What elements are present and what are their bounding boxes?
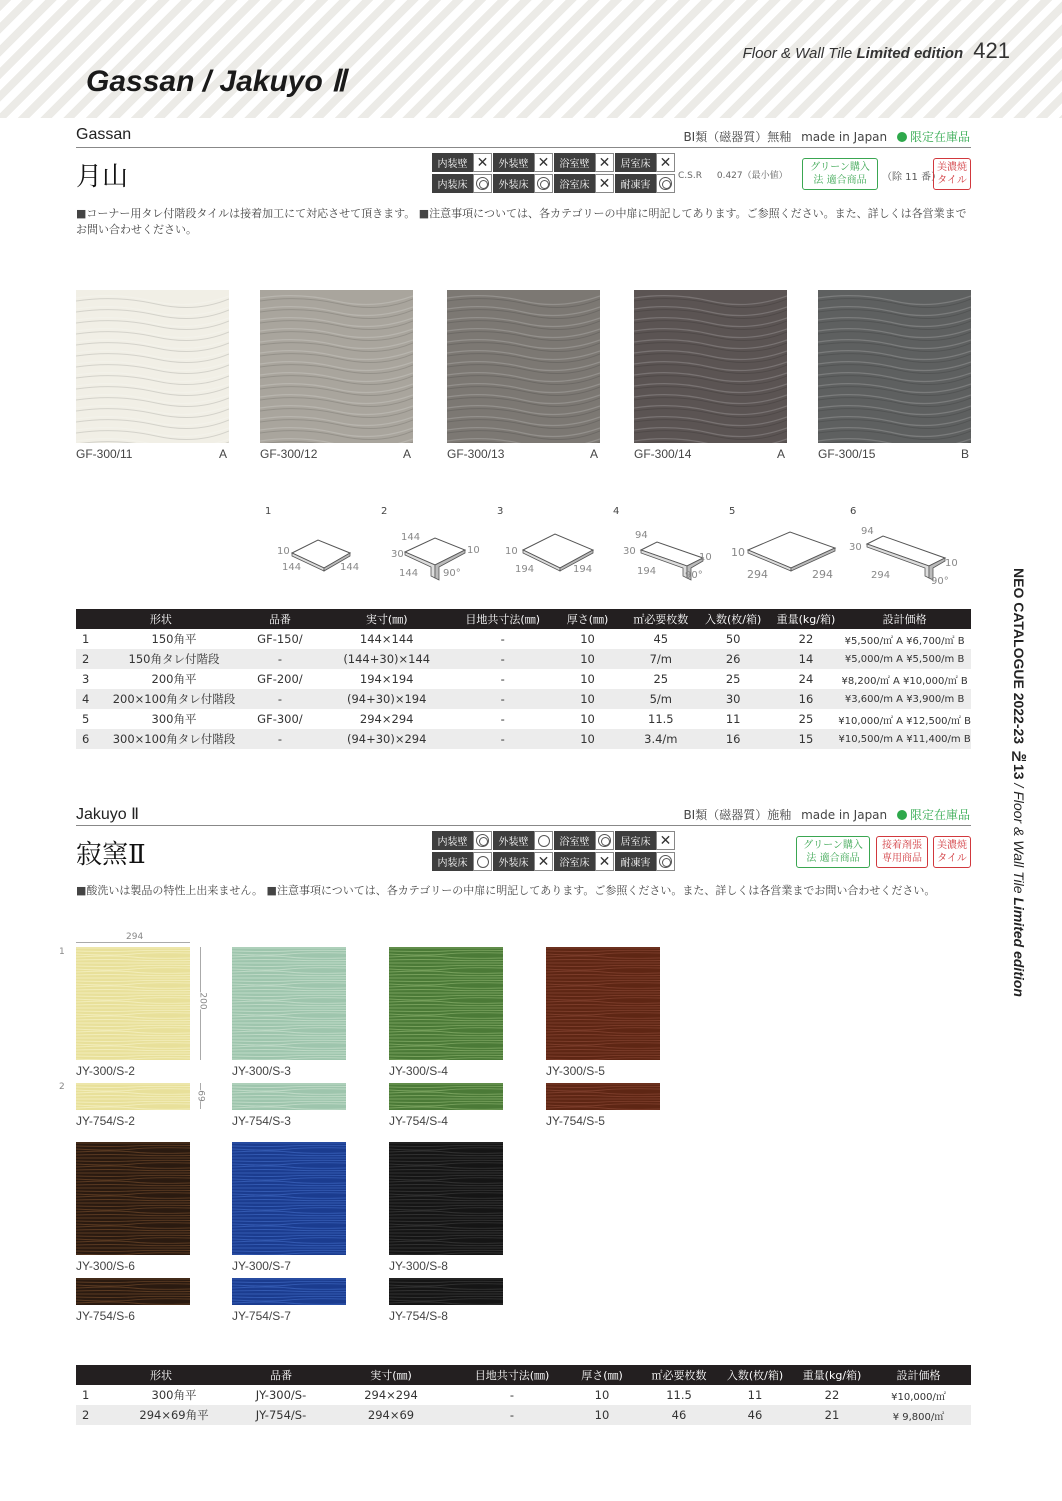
tile-code-small: JY-754/S-2 — [76, 1114, 135, 1128]
cell-code: - — [246, 649, 314, 669]
row-number: 1 — [82, 632, 90, 646]
tile-swatch-large — [389, 1142, 503, 1255]
cell-qty: 25 — [725, 672, 741, 686]
cross-mark-icon: ✕ — [656, 831, 675, 850]
tile-swatch — [634, 290, 787, 443]
tile-swatch — [76, 290, 229, 443]
cell-price: ¥ 9,800/㎡ — [866, 1405, 971, 1425]
tile-swatch-small — [389, 1083, 503, 1110]
shape-name: 150角平 — [151, 632, 197, 646]
tile-swatch-small — [76, 1278, 190, 1305]
usage-cell — [432, 174, 492, 193]
row-number: 2 — [82, 652, 90, 666]
jakuyo-status: 限定在庫品 — [909, 808, 970, 822]
cell-joint: - — [459, 689, 546, 709]
tile-code-small: JY-754/S-3 — [232, 1114, 291, 1128]
table-header-cell: 品番 — [246, 1365, 316, 1385]
usage-label: 耐凍害 — [615, 852, 656, 871]
cell-weight: 22 — [798, 632, 814, 646]
gassan-title-rule — [76, 147, 971, 148]
cell-code: GF-150/ — [257, 632, 303, 646]
cell-shape — [76, 709, 246, 729]
tile-swatch-small — [232, 1278, 346, 1305]
usage-label: 外装壁 — [493, 153, 534, 172]
double-circle-mark — [473, 174, 492, 193]
cell-thick: 10 — [558, 1405, 646, 1425]
tile-code-large: JY-300/S-8 — [389, 1259, 448, 1273]
cell-weight: 15 — [774, 729, 839, 749]
usage-cell — [615, 153, 675, 172]
double-circle-mark — [473, 831, 492, 850]
shape-name: 200角平 — [151, 672, 197, 686]
double-circle-mark — [534, 174, 553, 193]
table-header-cell: 目地共寸法(㎜) — [466, 1365, 558, 1385]
gassan-section-title: Gassan — [76, 126, 132, 143]
cell-size: 144×144 — [359, 632, 414, 646]
double-circle-mark-icon — [598, 834, 611, 847]
cell-shape — [76, 649, 246, 669]
csr-value: 0.427（最小値） — [716, 171, 788, 181]
shape-num-4: 4 — [613, 506, 620, 517]
table-row — [76, 629, 971, 649]
table-header-cell: 形状 — [76, 609, 246, 629]
shape-num-3: 3 — [497, 506, 504, 517]
shape2-dim-a: 144 — [401, 532, 421, 543]
cross-mark-icon: ✕ — [534, 852, 553, 871]
tile-swatch — [260, 290, 413, 443]
cross-mark-icon: ✕ — [595, 174, 614, 193]
cell-need: 5/m — [629, 689, 693, 709]
shape4-dim-angle: 90° — [685, 570, 703, 581]
double-circle-mark-icon — [537, 177, 550, 190]
table-row — [76, 729, 971, 749]
shape2-dim-b: 30 — [391, 549, 404, 560]
gassan-material: BⅠ類（磁器質）無釉 — [683, 130, 792, 144]
jy-small-height-label: 69 — [195, 1090, 206, 1102]
circle-mark — [534, 831, 553, 850]
usage-cell — [493, 174, 553, 193]
shape-name: 300×100角タレ付階段 — [112, 732, 236, 746]
tile-swatch-large — [76, 947, 190, 1060]
row-number: 1 — [82, 1388, 90, 1402]
double-circle-mark-icon — [476, 834, 489, 847]
usage-label: 内装壁 — [432, 153, 473, 172]
cell-thick: 10 — [546, 649, 629, 669]
cell-weight: 14 — [774, 649, 839, 669]
cell-code: - — [246, 689, 314, 709]
usage-cell — [493, 153, 553, 172]
cell-qty: 46 — [712, 1405, 798, 1425]
usage-cell — [615, 174, 675, 193]
usage-label: 居室床 — [615, 153, 656, 172]
jakuyo-mino-badge: 美濃焼 タイル — [933, 836, 971, 868]
cell-shape — [76, 1405, 246, 1425]
usage-label: 浴室壁 — [554, 153, 595, 172]
table-header-cell: 重量(kg/箱) — [774, 609, 839, 629]
cell-weight: 25 — [798, 712, 814, 726]
usage-label: 内装床 — [432, 174, 473, 193]
circle-mark — [473, 852, 492, 871]
cell-code: JY-300/S- — [255, 1388, 307, 1402]
shape5-dim-thick: 10 — [731, 546, 745, 559]
gassan-notes: ■コーナー用タレ付階段タイルは接着加工にて対応させて頂きます。 ■注意事項については、各カテゴリーの中扉に明記してあります。ご参照ください。また、詳しくは各営業までお問い合わせください。 — [76, 207, 967, 236]
cell-thick: 10 — [546, 689, 629, 709]
tile-swatch — [818, 290, 971, 443]
status-dot-icon — [897, 810, 907, 820]
shape-num-6: 6 — [850, 506, 857, 517]
cell-thick: 10 — [580, 712, 595, 726]
table-header-cell: ㎡必要枚数 — [646, 1365, 712, 1385]
cell-code: GF-300/ — [257, 712, 303, 726]
gassan-spec-table — [76, 609, 971, 749]
cell-need: 11.5 — [648, 712, 674, 726]
usage-label: 浴室床 — [554, 174, 595, 193]
jakuyo-adhesive-badge: 接着剤張 専用商品 — [876, 836, 928, 868]
tile-code: GF-300/13 — [447, 447, 505, 461]
cell-qty: 16 — [693, 729, 774, 749]
cell-weight: 16 — [774, 689, 839, 709]
shape-flat-150 — [265, 506, 359, 573]
cell-need: 7/m — [629, 649, 693, 669]
table-header-cell: 設計価格 — [838, 609, 971, 629]
double-circle-mark — [656, 852, 675, 871]
cell-weight: 24 — [798, 672, 814, 686]
table-header-cell: 入数(枚/箱) — [693, 609, 774, 629]
table-header-cell: 実寸(㎜) — [314, 609, 459, 629]
usage-cell — [554, 831, 614, 850]
cell-size: 194×194 — [359, 672, 414, 686]
shape-name: 200×100角タレ付階段 — [112, 692, 236, 706]
shape-name: 294×69角平 — [139, 1408, 209, 1422]
cell-shape — [76, 1385, 246, 1405]
circle-mark-icon — [477, 856, 489, 868]
row-number: 6 — [82, 732, 90, 746]
jakuyo-title-rule — [76, 825, 971, 826]
brand-line — [743, 38, 1010, 64]
tile-code-large: JY-300/S-4 — [389, 1064, 448, 1078]
tile-swatch-large — [76, 1142, 190, 1255]
side-catalogue-label — [1005, 568, 1027, 1048]
jakuyo-origin: made in Japan — [801, 808, 888, 822]
gassan-green-badge-note: （除 11 番） — [882, 172, 942, 183]
tile-swatch-large — [232, 947, 346, 1060]
usage-label: 居室床 — [615, 831, 656, 850]
gassan-jp-title: 月山 — [76, 162, 129, 192]
jakuyo-section-title: Jakuyo Ⅱ — [76, 806, 140, 823]
cell-size: 294×294 — [364, 1388, 418, 1402]
gassan-shape-diagrams — [255, 500, 975, 590]
cell-weight: 22 — [824, 1388, 840, 1402]
cell-shape — [76, 689, 246, 709]
row-number: 2 — [82, 1408, 90, 1422]
gassan-mino-badge: 美濃焼 タイル — [933, 158, 971, 190]
cell-thick: 10 — [594, 1388, 610, 1402]
row-number: 3 — [82, 672, 90, 686]
cross-mark-icon: ✕ — [595, 153, 614, 172]
gassan-meta — [683, 128, 970, 145]
gassan-csr — [678, 168, 788, 181]
usage-label: 内装壁 — [432, 831, 473, 850]
tile-code-small: JY-754/S-8 — [389, 1309, 448, 1323]
jy-row1-num: 1 — [59, 947, 65, 957]
cell-price: ¥10,000/㎡ A ¥12,500/㎡ B — [838, 715, 971, 727]
usage-cell — [493, 852, 553, 871]
cell-code: JY-754/S- — [246, 1405, 316, 1425]
shape1-dim-w: 144 — [282, 562, 302, 573]
cell-need: 11.5 — [666, 1388, 692, 1402]
usage-label: 外装壁 — [493, 831, 534, 850]
cell-shape — [76, 629, 246, 649]
cell-joint: - — [500, 672, 505, 686]
cell-size: 294×69 — [316, 1405, 466, 1425]
shape4-dim-b: 30 — [623, 546, 636, 557]
table-row — [76, 1385, 971, 1405]
shape6-dim-a: 94 — [861, 526, 874, 537]
circle-mark-icon — [538, 835, 550, 847]
table-row — [76, 709, 971, 729]
shape-num-2: 2 — [381, 506, 388, 517]
shape-step-200 — [613, 506, 712, 581]
shape-step-150 — [381, 506, 480, 580]
shape-name: 300角平 — [151, 1388, 197, 1402]
tile-code-large: JY-300/S-5 — [546, 1064, 605, 1078]
cell-price: ¥3,600/m A ¥3,900/m B — [838, 689, 971, 709]
cross-mark-icon: ✕ — [595, 852, 614, 871]
tile-grade: A — [219, 447, 228, 461]
table-row — [76, 689, 971, 709]
cell-code: - — [246, 729, 314, 749]
cross-mark-icon: ✕ — [534, 153, 553, 172]
jakuyo-green-badge: グリーン購入法 適合商品 — [796, 836, 870, 868]
shape-step-300 — [849, 506, 958, 587]
shape1-dim-d: 144 — [340, 562, 360, 573]
usage-cell — [432, 852, 492, 871]
usage-label: 耐凍害 — [615, 174, 656, 193]
cell-price: ¥8,200/㎡ A ¥10,000/㎡ B — [841, 675, 968, 687]
table-row — [76, 669, 971, 689]
cell-need: 45 — [653, 632, 669, 646]
shape4-dim-a: 94 — [635, 530, 648, 541]
cell-price: ¥10,000/㎡ — [891, 1391, 946, 1403]
tile-swatch-large — [546, 947, 660, 1060]
header-divider — [0, 118, 1062, 128]
shape6-dim-b: 30 — [849, 542, 862, 553]
double-circle-mark-icon — [659, 855, 672, 868]
jakuyo-usage-grid — [432, 831, 675, 871]
table-header-cell: 設計価格 — [866, 1365, 971, 1385]
usage-cell — [615, 852, 675, 871]
page-title: Gassan / Jakuyo Ⅱ — [86, 65, 346, 98]
jakuyo-spec-table — [76, 1365, 971, 1425]
shape3-dim-w: 194 — [515, 564, 535, 575]
table-row — [76, 1405, 971, 1425]
usage-cell — [432, 153, 492, 172]
usage-label: 外装床 — [493, 852, 534, 871]
shape4-dim-d: 194 — [637, 566, 657, 577]
shape-name: 300角平 — [151, 712, 197, 726]
jy-width-guide — [76, 942, 190, 943]
shape3-dim-thick: 10 — [505, 546, 518, 557]
tile-swatch-small — [389, 1278, 503, 1305]
tile-code-large: JY-300/S-3 — [232, 1064, 291, 1078]
cell-joint: - — [459, 649, 546, 669]
tile-code-large: JY-300/S-2 — [76, 1064, 135, 1078]
cell-need: 25 — [653, 672, 669, 686]
cell-size: (144+30)×144 — [314, 649, 459, 669]
usage-label: 内装床 — [432, 852, 473, 871]
tile-code-small: JY-754/S-5 — [546, 1114, 605, 1128]
row-number: 4 — [82, 692, 90, 706]
jy-width-label: 294 — [126, 932, 144, 942]
shape4-dim-c: 10 — [699, 552, 712, 563]
usage-cell — [493, 831, 553, 850]
side-edition: Limited edition — [1011, 893, 1027, 997]
cell-shape — [76, 729, 246, 749]
cell-thick: 10 — [580, 672, 595, 686]
gassan-green-badge: グリーン購入法 適合商品 — [802, 158, 878, 190]
shape-flat-300 — [729, 506, 835, 581]
shape2-dim-c: 10 — [467, 545, 480, 556]
tile-swatch-large — [232, 1142, 346, 1255]
gassan-usage-grid — [432, 153, 675, 193]
table-row — [76, 649, 971, 669]
table-header-cell: 品番 — [246, 609, 314, 629]
jakuyo-notes: ■酸洗いは製品の特性上出来ません。 ■注意事項については、各カテゴリーの中扉に明記してあります。ご参照ください。また、詳しくは各営業までお問い合わせください。 — [76, 884, 936, 897]
tile-code-small: JY-754/S-6 — [76, 1309, 135, 1323]
cell-need: 3.4/m — [629, 729, 693, 749]
cell-joint: - — [500, 712, 505, 726]
cell-joint: - — [466, 1405, 558, 1425]
cell-qty: 11 — [725, 712, 741, 726]
tile-swatch — [447, 290, 600, 443]
usage-cell — [554, 174, 614, 193]
cell-code: GF-200/ — [257, 672, 303, 686]
cell-shape — [76, 669, 246, 689]
cell-size: (94+30)×294 — [314, 729, 459, 749]
tile-grade: A — [590, 447, 599, 461]
tile-swatch-large — [389, 947, 503, 1060]
row-number: 5 — [82, 712, 90, 726]
usage-label: 浴室壁 — [554, 831, 595, 850]
shape2-dim-angle: 90° — [443, 568, 461, 579]
side-product-line: Floor & Wall Tile — [1011, 791, 1027, 894]
tile-swatch-small — [546, 1083, 660, 1110]
cross-mark-icon: ✕ — [656, 153, 675, 172]
csr-label: C.S.R — [678, 171, 702, 181]
double-circle-mark — [656, 174, 675, 193]
tile-code: GF-300/12 — [260, 447, 318, 461]
cell-size: 294×294 — [359, 712, 414, 726]
usage-cell — [432, 831, 492, 850]
table-header-cell: 目地共寸法(㎜) — [459, 609, 546, 629]
usage-cell — [615, 831, 675, 850]
tile-code: GF-300/15 — [818, 447, 876, 461]
tile-code-small: JY-754/S-4 — [389, 1114, 448, 1128]
shape3-dim-d: 194 — [573, 564, 593, 575]
cell-price: ¥10,500/m A ¥11,400/m B — [838, 729, 971, 749]
tile-code-small: JY-754/S-7 — [232, 1309, 291, 1323]
cell-price: ¥5,500/㎡ A ¥6,700/㎡ B — [844, 635, 965, 647]
usage-label: 浴室床 — [554, 852, 595, 871]
cell-thick: 10 — [546, 729, 629, 749]
side-catalogue-name: NEO CATALOGUE 2022-23 №13 — [1011, 568, 1027, 780]
table-header-cell: ㎡必要枚数 — [629, 609, 693, 629]
shape-num-1: 1 — [265, 506, 272, 517]
table-header-cell: 形状 — [76, 1365, 246, 1385]
table-header-cell: 実寸(㎜) — [316, 1365, 466, 1385]
cell-qty: 50 — [725, 632, 741, 646]
shape6-dim-c: 10 — [945, 558, 958, 569]
table-header-cell: 重量(kg/箱) — [798, 1365, 866, 1385]
shape6-dim-d: 294 — [871, 570, 891, 581]
cell-qty: 11 — [747, 1388, 763, 1402]
double-circle-mark-icon — [476, 177, 489, 190]
tile-grade: A — [777, 447, 786, 461]
usage-cell — [554, 153, 614, 172]
tile-code: GF-300/11 — [76, 447, 133, 461]
brand-prefix: Floor & Wall Tile — [742, 45, 853, 62]
tile-grade: A — [403, 447, 412, 461]
double-circle-mark — [595, 831, 614, 850]
shape-name: 150角タレ付階段 — [128, 652, 220, 666]
usage-label: 外装床 — [493, 174, 534, 193]
table-header-cell: 厚さ(㎜) — [558, 1365, 646, 1385]
cell-joint: - — [509, 1388, 515, 1402]
shape2-dim-d: 144 — [399, 568, 419, 579]
tile-grade: B — [961, 447, 970, 461]
cell-weight: 21 — [798, 1405, 866, 1425]
cell-size: (94+30)×194 — [314, 689, 459, 709]
tile-code-large: JY-300/S-6 — [76, 1259, 135, 1273]
jy-height-label: 200 — [197, 992, 208, 1010]
cross-mark-icon: ✕ — [473, 153, 492, 172]
shape1-dim-thick: 10 — [277, 546, 290, 557]
table-header-cell: 厚さ(㎜) — [546, 609, 629, 629]
jy-row2-num: 2 — [59, 1082, 65, 1092]
table-header-cell: 入数(枚/箱) — [712, 1365, 798, 1385]
cell-joint: - — [500, 632, 505, 646]
shape-flat-200 — [497, 506, 593, 575]
cell-qty: 26 — [693, 649, 774, 669]
jakuyo-material: BⅠ類（磁器質）施釉 — [683, 808, 792, 822]
double-circle-mark-icon — [659, 177, 672, 190]
brand-edition: Limited edition — [856, 45, 964, 62]
side-separator: / — [1011, 779, 1027, 792]
gassan-status: 限定在庫品 — [909, 130, 970, 144]
shape5-dim-w: 294 — [747, 568, 768, 581]
tile-code-large: JY-300/S-7 — [232, 1259, 291, 1273]
shape-num-5: 5 — [729, 506, 736, 517]
cell-joint: - — [459, 729, 546, 749]
cell-thick: 10 — [580, 632, 595, 646]
cell-qty: 30 — [693, 689, 774, 709]
cell-price: ¥5,000/m A ¥5,500/m B — [838, 649, 971, 669]
status-dot-icon — [897, 132, 907, 142]
jakuyo-meta — [683, 806, 970, 823]
shape6-dim-angle: 90° — [931, 576, 949, 587]
shape5-dim-d: 294 — [812, 568, 833, 581]
jakuyo-jp-title: 寂窯Ⅱ — [76, 840, 146, 870]
cell-need: 46 — [646, 1405, 712, 1425]
tile-swatch-small — [76, 1083, 190, 1110]
tile-swatch-small — [232, 1083, 346, 1110]
usage-cell — [554, 852, 614, 871]
page-number: 421 — [973, 38, 1010, 63]
tile-code: GF-300/14 — [634, 447, 692, 461]
gassan-origin: made in Japan — [801, 130, 888, 144]
